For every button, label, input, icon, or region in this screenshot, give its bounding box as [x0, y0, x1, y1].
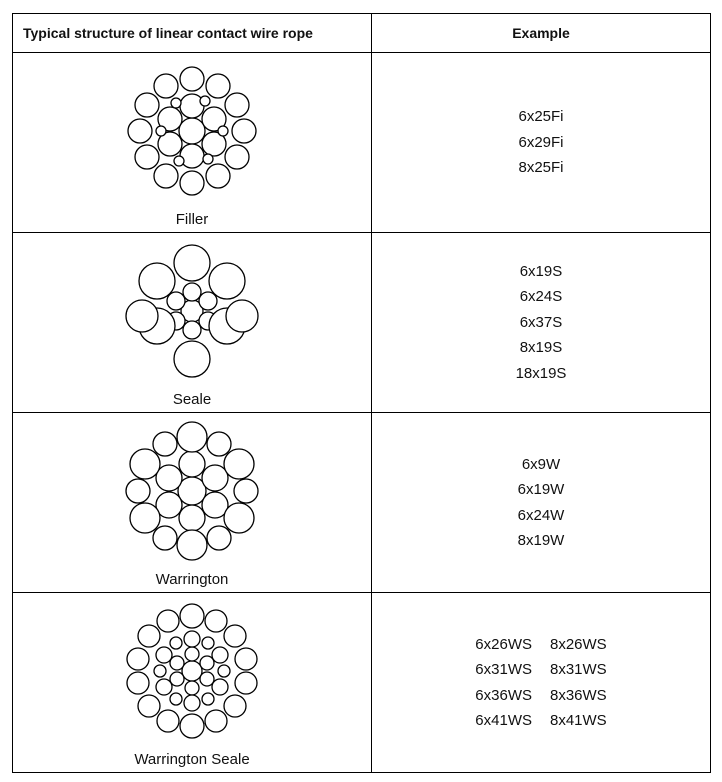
example-item: 8x25Fi	[518, 159, 564, 177]
structure-cell	[13, 233, 372, 413]
example-cell	[372, 233, 711, 413]
table-row	[13, 233, 711, 413]
structure-caption: Seale	[172, 391, 212, 408]
structure-cell	[13, 413, 372, 593]
example-item: 18x19S	[515, 364, 567, 382]
wire-rope-table	[12, 13, 711, 773]
warrington-seale-strand-diagram	[122, 601, 262, 741]
warrington-strand-diagram	[122, 421, 262, 561]
example-item: 6x19S	[519, 262, 563, 280]
filler-strand-diagram	[122, 61, 262, 201]
header-structure: Typical structure of linear contact wire rope	[13, 14, 372, 53]
table-row	[13, 413, 711, 593]
table-row	[13, 53, 711, 233]
example-item: 6x26WS	[475, 635, 532, 653]
structure-cell	[13, 53, 372, 233]
example-item: 6x19W	[517, 481, 565, 498]
structure-cell	[13, 593, 372, 773]
example-cell	[372, 413, 711, 593]
example-item: 6x24S	[519, 288, 563, 306]
example-item: 8x19W	[517, 532, 565, 549]
header-example: Example	[372, 14, 711, 53]
example-item: 6x29Fi	[518, 133, 564, 151]
example-cell	[372, 593, 711, 773]
example-item: 8x26WS	[550, 635, 607, 653]
structure-caption: Warrington Seale	[134, 751, 250, 768]
example-item: 8x41WS	[550, 712, 607, 729]
example-item: 6x41WS	[475, 712, 532, 729]
example-item: 6x36WS	[475, 686, 532, 704]
example-item: 6x25Fi	[518, 108, 564, 126]
structure-caption: Warrington	[155, 571, 229, 588]
table-row	[13, 593, 711, 773]
example-item: 8x31WS	[550, 661, 607, 678]
example-item: 8x19S	[519, 339, 563, 357]
example-item: 6x31WS	[475, 661, 532, 678]
structure-caption: Filler	[175, 211, 209, 228]
example-item: 8x36WS	[550, 686, 607, 704]
example-cell	[372, 53, 711, 233]
example-item: 6x37S	[519, 313, 563, 331]
example-item: 6x24W	[517, 506, 565, 524]
seale-strand-diagram	[122, 241, 262, 381]
example-item: 6x9W	[521, 455, 561, 473]
table-header-row	[13, 14, 711, 53]
